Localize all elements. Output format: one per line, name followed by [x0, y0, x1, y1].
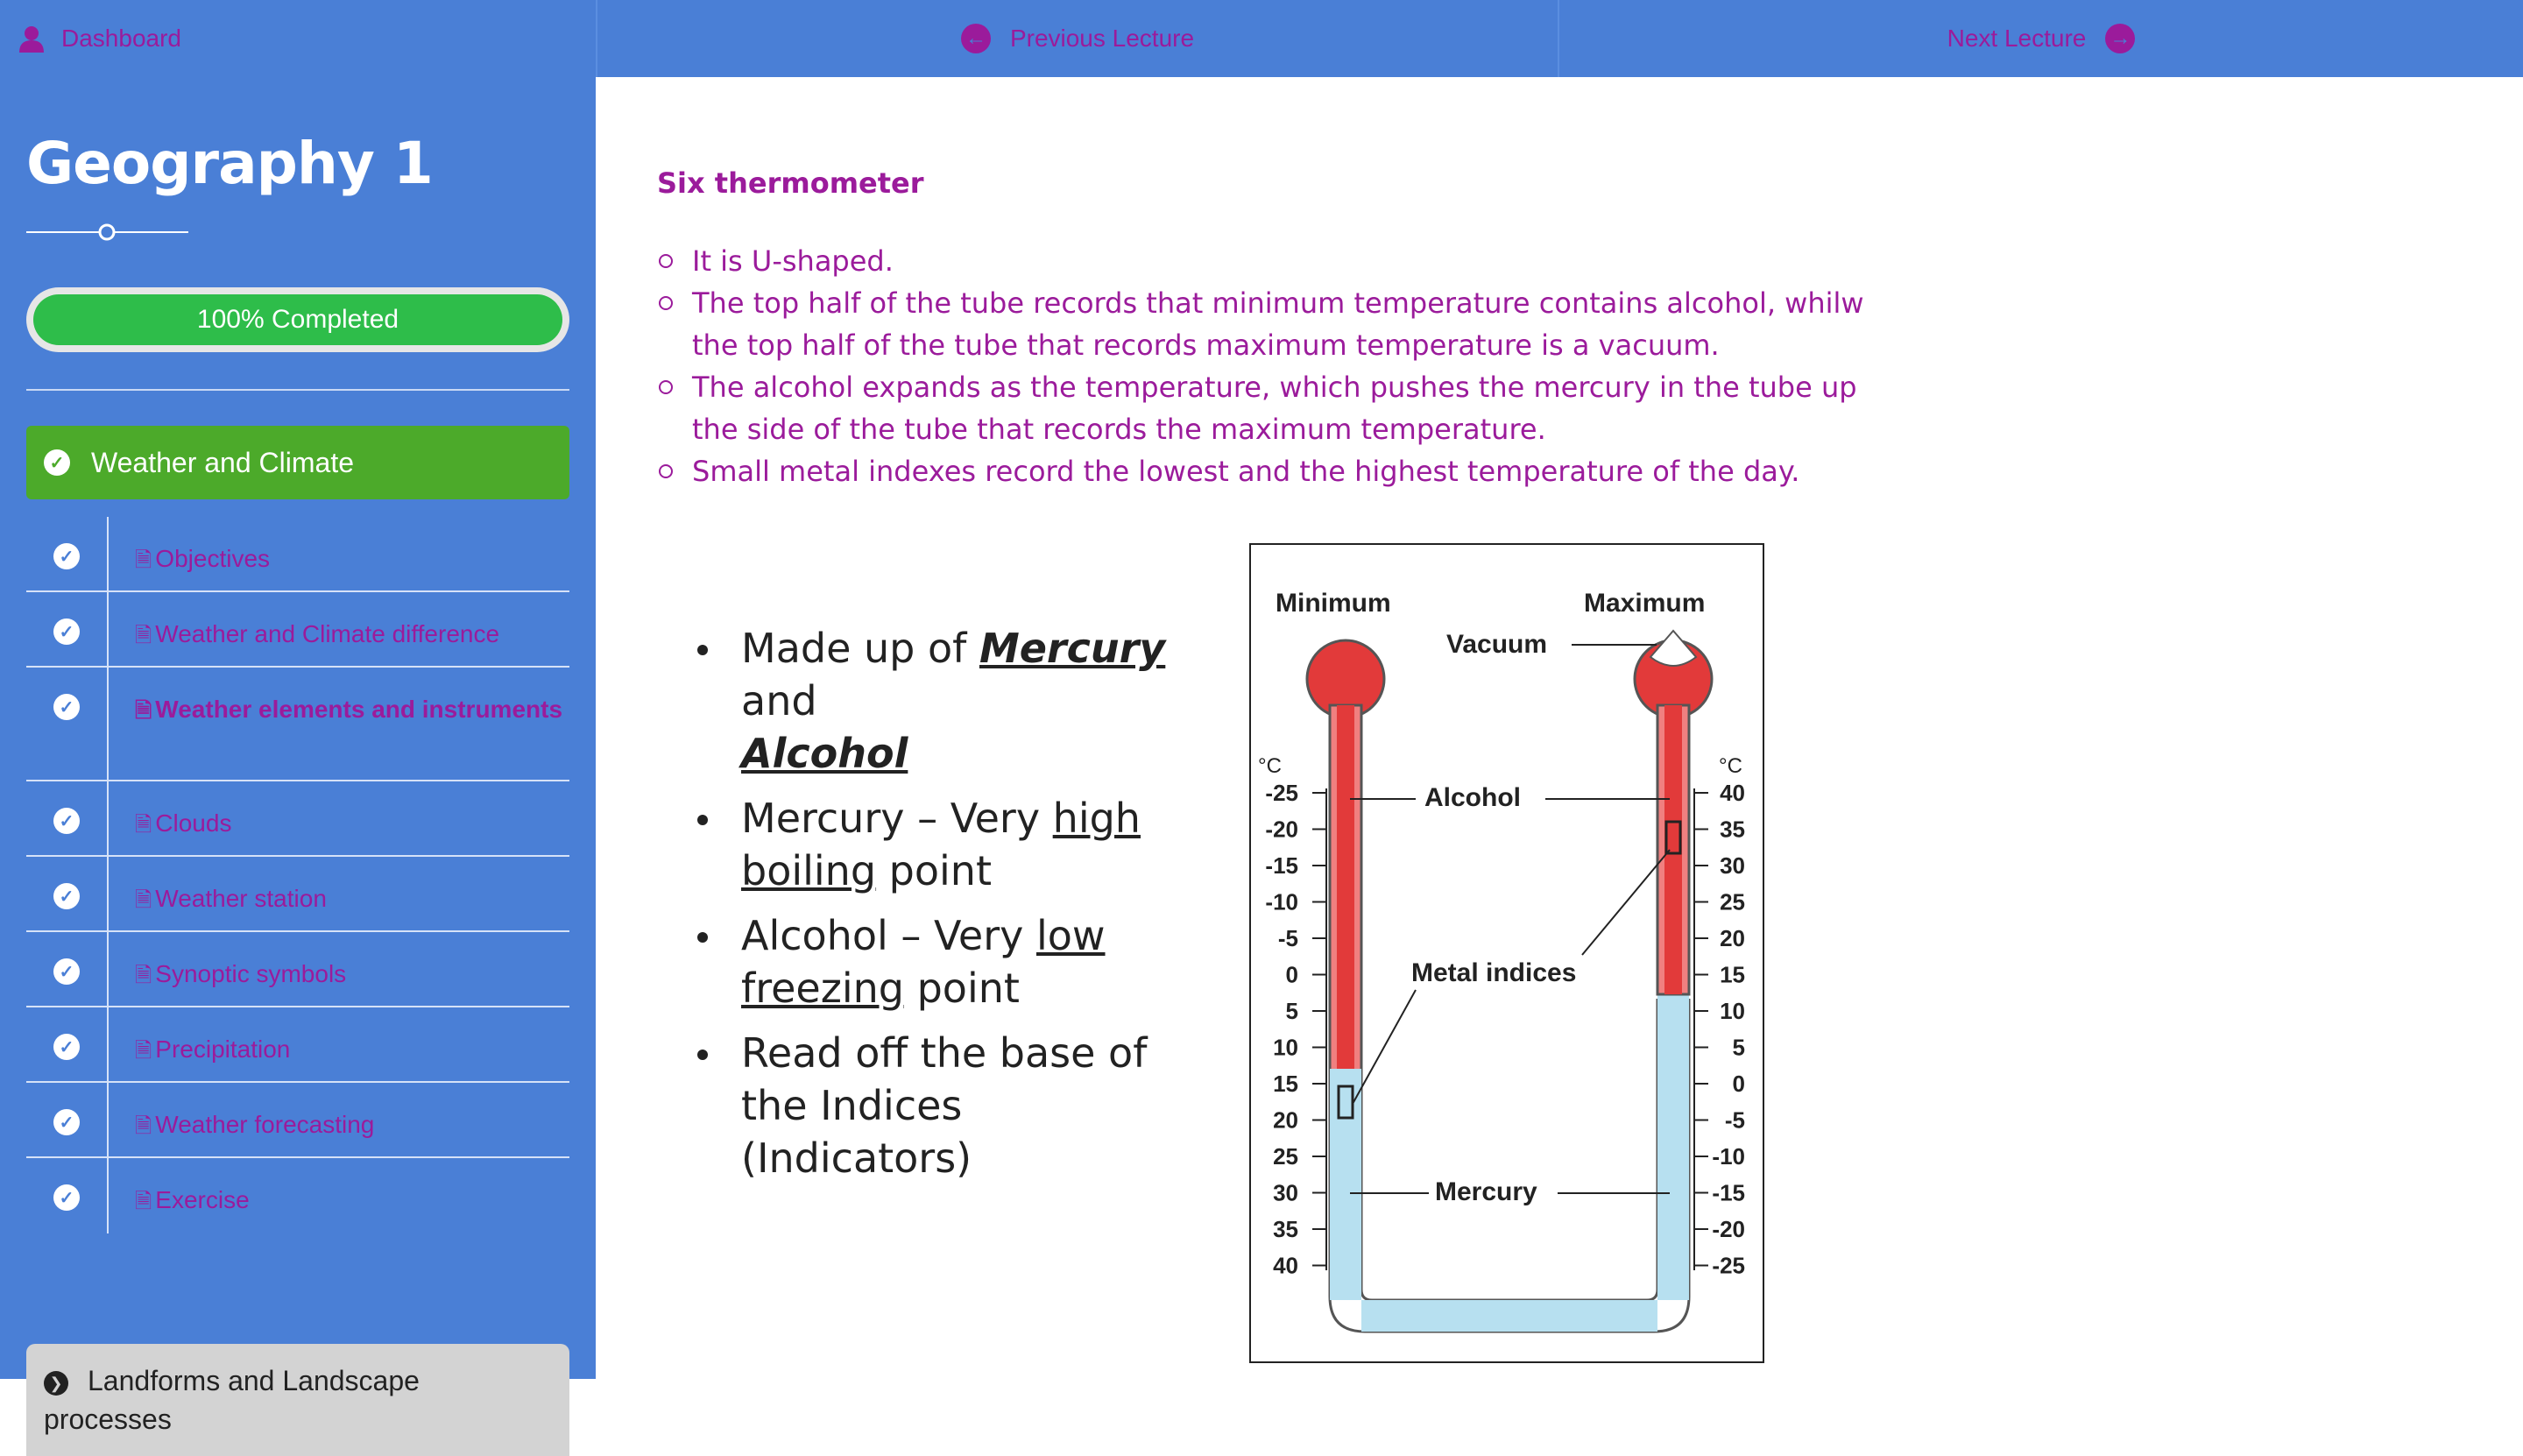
document-icon: 🗎 — [135, 1190, 152, 1213]
check-circle-icon: ✓ — [53, 1184, 80, 1211]
course-progress-bar — [26, 287, 569, 352]
right-scale-label: -15 — [1712, 1179, 1745, 1206]
next-lecture-button[interactable] — [1559, 0, 2523, 77]
lesson-label: Synoptic symbols — [155, 960, 347, 987]
right-scale-label: 0 — [1732, 1071, 1745, 1097]
course-sidebar — [0, 77, 596, 1435]
lesson-precipitation[interactable] — [26, 1007, 569, 1083]
document-icon: 🗎 — [135, 1039, 152, 1063]
lecture-bullet-list — [657, 240, 1883, 492]
diagram-label-minimum: Minimum — [1276, 589, 1391, 618]
left-scale-label: 10 — [1273, 1034, 1298, 1061]
sidebar-divider — [26, 389, 569, 391]
right-scale-label: -20 — [1712, 1216, 1745, 1242]
diagram-label-maximum: Maximum — [1584, 589, 1706, 618]
document-icon: 🗎 — [135, 964, 152, 987]
diagram-label-alcohol: Alcohol — [1424, 783, 1521, 812]
left-scale-label: 5 — [1285, 998, 1298, 1024]
right-scale-label: 5 — [1732, 1034, 1745, 1061]
right-scale-label: 35 — [1720, 816, 1745, 843]
lesson-label: Exercise — [155, 1186, 250, 1213]
check-circle-icon: ✓ — [53, 958, 80, 985]
check-circle-icon: ✓ — [53, 694, 80, 720]
previous-lecture-label: Previous Lecture — [1009, 25, 1195, 52]
right-scale-label: 10 — [1720, 998, 1745, 1024]
section-weather-and-climate[interactable] — [26, 426, 569, 499]
left-scale-label: 0 — [1285, 961, 1298, 988]
section-title: Weather and Climate — [91, 446, 354, 478]
left-scale-label: 35 — [1273, 1216, 1298, 1242]
lesson-objectives[interactable] — [26, 517, 569, 592]
lecture-content — [596, 77, 2523, 1379]
lesson-weather-forecasting[interactable] — [26, 1083, 569, 1158]
arrow-right-circle-icon: → — [2105, 24, 2135, 53]
lesson-label: Weather elements and instruments — [155, 696, 563, 723]
right-scale-label: 40 — [1720, 780, 1745, 806]
left-scale-label: -15 — [1265, 852, 1298, 879]
left-scale-label: 40 — [1273, 1252, 1298, 1279]
six-thermometer-diagram — [1249, 543, 1764, 1363]
check-circle-icon: ✓ — [53, 1034, 80, 1060]
next-lecture-label: Next Lecture — [1947, 25, 2087, 52]
slide-bullet: Made up of Mercury and Alcohol — [692, 622, 1200, 780]
right-scale-label: -25 — [1712, 1252, 1745, 1279]
slide-bullet: Mercury – Very high boiling point — [692, 792, 1200, 897]
bullet-item: Small metal indexes record the lowest and the highest temperature of the day. — [657, 450, 1883, 492]
left-scale-label: 25 — [1273, 1143, 1298, 1170]
lesson-synoptic-symbols[interactable] — [26, 932, 569, 1007]
bullet-item: The top half of the tube records that minimum temperature contains alcohol, whilw the top half of the tube that records maximum temperature is a vacuum. — [657, 282, 1883, 366]
lesson-label: Objectives — [155, 545, 271, 572]
slide-bullet: Alcohol – Very low freezing point — [692, 909, 1200, 1014]
lesson-label: Weather station — [155, 885, 327, 912]
document-icon: 🗎 — [135, 888, 152, 912]
left-scale-label: 30 — [1273, 1179, 1298, 1206]
left-scale-label: -10 — [1265, 888, 1298, 915]
lesson-list — [26, 517, 569, 1233]
right-unit-label: °C — [1719, 754, 1742, 778]
lecture-heading: Six thermometer — [657, 166, 924, 200]
document-icon: 🗎 — [135, 548, 152, 572]
lesson-weather-climate-difference[interactable] — [26, 592, 569, 668]
check-circle-icon: ✓ — [53, 618, 80, 645]
left-unit-label: °C — [1258, 754, 1282, 778]
user-icon — [18, 25, 46, 53]
diagram-label-mercury: Mercury — [1435, 1177, 1537, 1206]
check-circle-icon: ✓ — [44, 449, 70, 476]
right-scale-label: 20 — [1720, 925, 1745, 951]
lesson-label: Weather and Climate difference — [155, 620, 500, 647]
bullet-item: It is U-shaped. — [657, 240, 1883, 282]
dashboard-label: Dashboard — [61, 25, 181, 52]
section-title: Landforms and Landscape processes — [44, 1365, 420, 1435]
arrow-left-circle-icon: ← — [961, 24, 991, 53]
lesson-exercise[interactable] — [26, 1158, 569, 1233]
slide-image-text — [692, 622, 1200, 1197]
diagram-label-vacuum: Vacuum — [1446, 630, 1548, 659]
progress-label: 100% Completed — [196, 305, 399, 334]
document-icon: 🗎 — [135, 1114, 152, 1138]
lesson-label: Precipitation — [155, 1035, 291, 1063]
right-scale-label: 15 — [1720, 961, 1745, 988]
right-scale-label: -5 — [1724, 1106, 1745, 1134]
left-scale-label: -20 — [1265, 816, 1298, 843]
course-title: Geography 1 — [26, 130, 433, 197]
document-icon: 🗎 — [135, 813, 152, 837]
diagram-label-metal-indices: Metal indices — [1411, 958, 1577, 987]
check-circle-icon: ✓ — [53, 1109, 80, 1135]
previous-lecture-button[interactable] — [596, 0, 1559, 77]
right-scale-label: -10 — [1712, 1143, 1745, 1170]
title-divider-ornament — [26, 222, 188, 243]
left-scale-label: -25 — [1265, 780, 1298, 806]
section-landforms[interactable] — [26, 1344, 569, 1456]
lesson-label: Clouds — [155, 809, 232, 837]
lesson-label: Weather forecasting — [155, 1111, 375, 1138]
document-icon: 🗎 — [135, 624, 152, 647]
check-circle-icon: ✓ — [53, 883, 80, 909]
slide-bullet: Read off the base of the Indices (Indicators) — [692, 1027, 1200, 1184]
left-scale-label: 15 — [1273, 1071, 1298, 1097]
check-circle-icon: ✓ — [53, 808, 80, 834]
left-scale-label: -5 — [1277, 925, 1298, 951]
left-scale-label: 20 — [1273, 1106, 1298, 1134]
bullet-item: The alcohol expands as the temperature, which pushes the mercury in the tube up the side of the tube that records the maximum temperature. — [657, 366, 1883, 450]
lesson-weather-station[interactable] — [26, 857, 569, 932]
progress-fill — [33, 294, 562, 345]
check-circle-icon: ✓ — [53, 543, 80, 569]
right-scale-label: 25 — [1720, 888, 1745, 915]
lesson-weather-elements-instruments[interactable] — [26, 668, 569, 781]
document-icon: 🗎 — [135, 699, 152, 723]
chevron-right-circle-icon: ❯ — [44, 1371, 68, 1396]
lesson-clouds[interactable] — [26, 781, 569, 857]
top-navigation-bar — [0, 0, 2523, 77]
right-scale-label: 30 — [1720, 852, 1745, 879]
dashboard-link[interactable] — [0, 0, 596, 77]
